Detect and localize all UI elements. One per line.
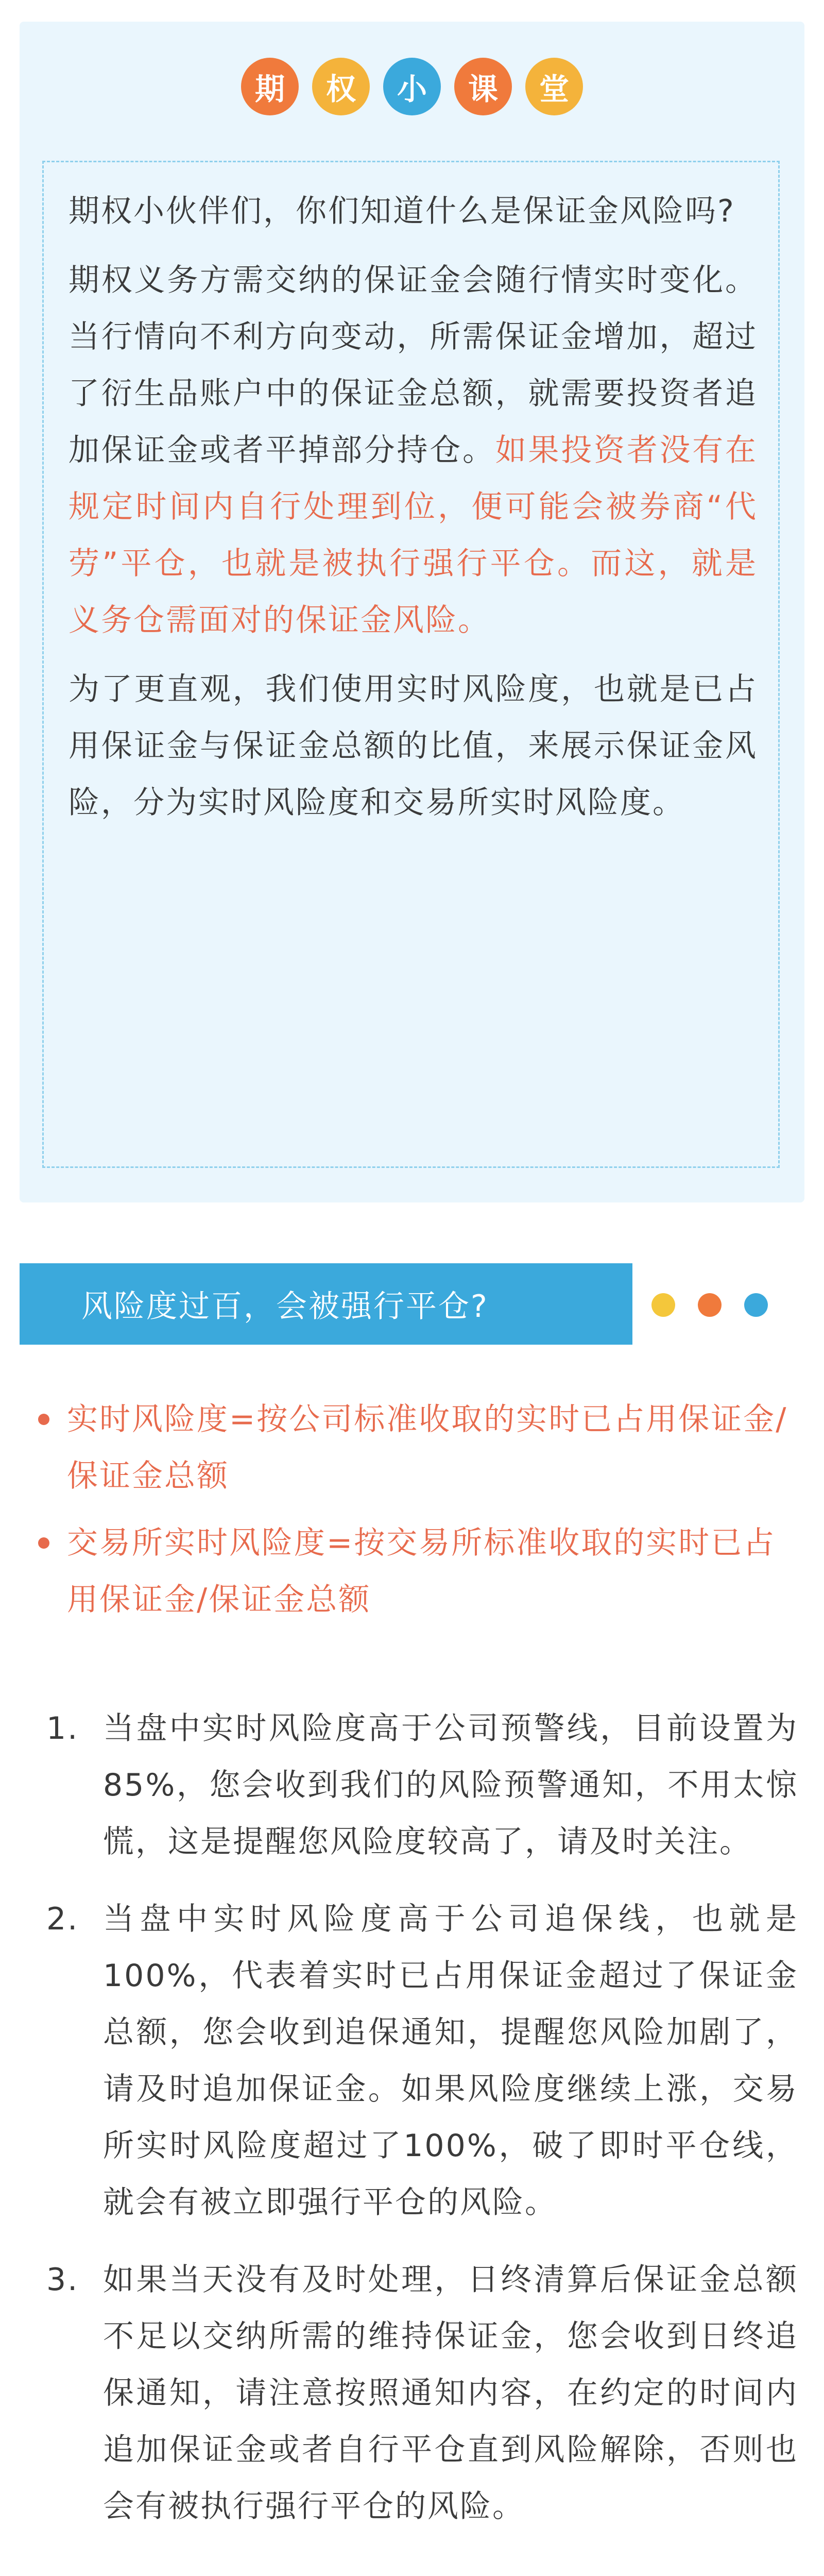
intro-paragraph-2-highlight: 如果投资者没有在规定时间内自行处理到位，便可能会被券商“代劳”平仓，也就是被执行强行平仓。而这，就是义务仓需面对的保证金风险。 [68,432,758,638]
intro-paragraph-2-normal: 期权义务方需交纳的保证金会随行情实时变化。当行情向不利方向变动，所需保证金增加，超过了衍生品账户中的保证金总额，就需要投资者追加保证金或者平掉部分持仓。 [68,262,758,468]
list-number: 2. [46,1901,79,1937]
intro-panel [20,22,804,1202]
formula-list [36,1391,798,1638]
list-text: 当盘中实时风险度高于公司追保线，也就是100%，代表着实时已占用保证金超过了保证金总额，您会收到追保通知，提醒您风险加剧了，请及时追加保证金。如果风险度继续上涨，交易所实时风险度超过了100%，破了即时平仓线，就会有被立即强行平仓的风险。 [103,1901,798,2221]
intro-paragraph-2 [44,252,778,649]
formula-item [36,1391,798,1504]
list-text: 当盘中实时风险度高于公司预警线，目前设置为85%，您会收到我们的风险预警通知，不用太惊慌，这是提醒您风险度较高了，请及时关注。 [103,1710,798,1860]
risk-steps-list [46,1700,798,2535]
formula-text: 实时风险度=按公司标准收取的实时已占用保证金/保证金总额 [67,1401,788,1494]
list-item [46,1891,798,2231]
title-char-3: 小 [383,58,441,115]
bullet-dot-icon [38,1414,49,1425]
decor-dot-orange [698,1293,722,1317]
title-char-5: 堂 [525,58,583,115]
bullet-dot-icon [38,1537,49,1549]
decor-dot-blue [744,1293,768,1317]
title-char-4: 课 [454,58,512,115]
intro-paragraph-1: 期权小伙伴们，你们知道什么是保证金风险吗? [68,193,735,229]
intro-text-box [42,161,780,1168]
decor-dot-yellow [651,1293,675,1317]
list-number: 3. [46,2262,79,2298]
title-char-1: 期 [241,58,299,115]
list-item [46,2251,798,2535]
formula-text: 交易所实时风险度=按交易所标准收取的实时已占用保证金/保证金总额 [67,1525,776,1618]
intro-paragraph-3: 为了更直观，我们使用实时风险度，也就是已占用保证金与保证金总额的比值，来展示保证金风险，分为实时风险度和交易所实时风险度。 [68,671,758,821]
section-title: 风险度过百，会被强行平仓? [20,1263,632,1345]
list-number: 1. [46,1710,79,1747]
list-text: 如果当天没有及时处理，日终清算后保证金总额不足以交纳所需的维持保证金，您会收到日终追保通知，请注意按照通知内容，在约定的时间内追加保证金或者自行平仓直到风险解除，否则也会有被执行强行平仓的风险。 [103,2262,798,2524]
list-item [46,1700,798,1870]
formula-item [36,1515,798,1628]
title-char-2: 权 [312,58,370,115]
course-title [20,58,804,115]
